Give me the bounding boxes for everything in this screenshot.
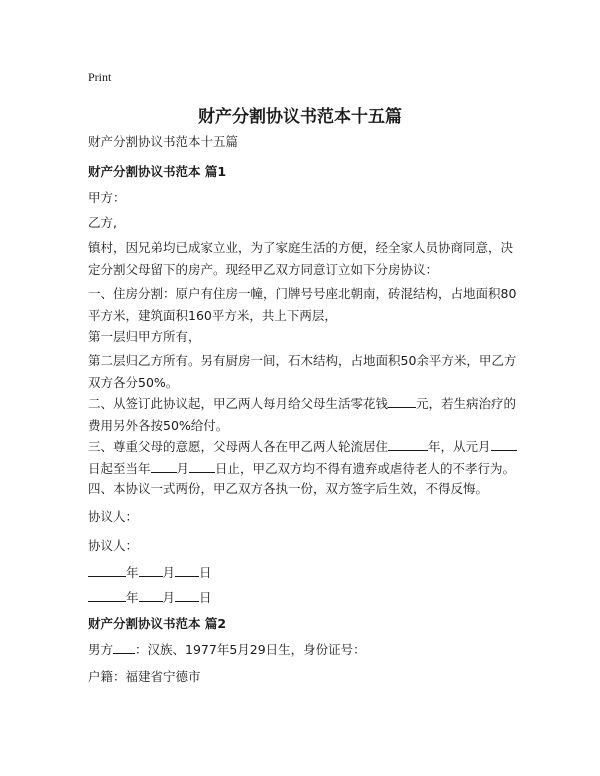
day-blank: [175, 562, 199, 577]
year-label: 年: [126, 565, 139, 580]
clause-1: 一、住房分割：原户有住房一幢，门牌号号座北朝南，砖混结构，占地面积80平方米，建筑面积160平方米，共上下两层，: [88, 286, 517, 323]
year-blank: [88, 562, 126, 577]
clause-2: [88, 393, 520, 437]
male-party-line: [88, 639, 520, 661]
date-line-1: [88, 562, 520, 584]
clause-2-part-a: 二、从签订此协议起，甲乙两人每月给父母生活零花钱: [88, 396, 389, 411]
male-label: 男方: [88, 642, 114, 657]
floor-1-paragraph: 第一层归甲方所有，: [88, 329, 201, 344]
end-month-blank: [151, 458, 177, 473]
day-label: 日: [199, 590, 212, 605]
party-a-label: 甲方：: [88, 190, 126, 205]
month-blank: [139, 562, 163, 577]
clause-3: [88, 436, 520, 480]
day-blank: [175, 587, 199, 602]
floor-2-paragraph: 第二层归乙方所有。另有厨房一间，石木结构，占地面积50余平方米，甲乙方双方各分50%。: [88, 353, 517, 390]
party-b-label: 乙方,: [88, 215, 117, 230]
clause-4: 四、本协议一式两份，甲乙双方各执一份，双方签字后生效，不得反悔。: [88, 481, 489, 496]
month-label: 月: [162, 565, 176, 580]
clause-3-part-c: 日起至当年: [88, 461, 151, 476]
clause-3-part-d: 月: [176, 461, 190, 476]
clause-2-part-b: 元，若生病治疗的费用另外各按50%给付。: [88, 396, 517, 433]
signer-2-label: 协议人：: [88, 538, 139, 553]
male-name-blank: [113, 639, 135, 654]
start-day-blank: [491, 436, 517, 451]
male-details: ：汉族、1977年5月29日生，身份证号：: [135, 642, 366, 657]
month-blank: [139, 587, 163, 602]
clause-3-part-e: 日止，甲乙双方均不得有遗弃或虐待老人的不孝行为。: [215, 461, 516, 476]
day-label: 日: [199, 565, 212, 580]
intro-paragraph: 镇村，因兄弟均已成家立业，为了家庭生活的方便，经全家人员协商同意，决定分割父母留下的房产。现经甲乙双方同意订立如下分房协议：: [88, 240, 514, 277]
allowance-blank: [388, 393, 416, 408]
print-label[interactable]: Print: [88, 70, 112, 84]
domicile-line: 户籍：福建省宁德市: [88, 669, 201, 684]
clause-3-part-b: 年，从元月: [428, 439, 491, 454]
year-label: 年: [126, 590, 139, 605]
document-title: 财产分割协议书范本十五篇: [198, 107, 402, 127]
month-label: 月: [162, 590, 176, 605]
years-blank: [388, 436, 428, 451]
date-line-2: [88, 587, 520, 609]
subtitle: 财产分割协议书范本十五篇: [88, 134, 239, 149]
section1-heading: 财产分割协议书范本 篇1: [88, 164, 227, 179]
end-day-blank: [189, 458, 215, 473]
signer-1-label: 协议人：: [88, 509, 139, 524]
section2-heading: 财产分割协议书范本 篇2: [88, 616, 227, 631]
year-blank: [88, 587, 126, 602]
clause-3-part-a: 三、尊重父母的意愿，父母两人各在甲乙两人轮流居住: [88, 439, 389, 454]
